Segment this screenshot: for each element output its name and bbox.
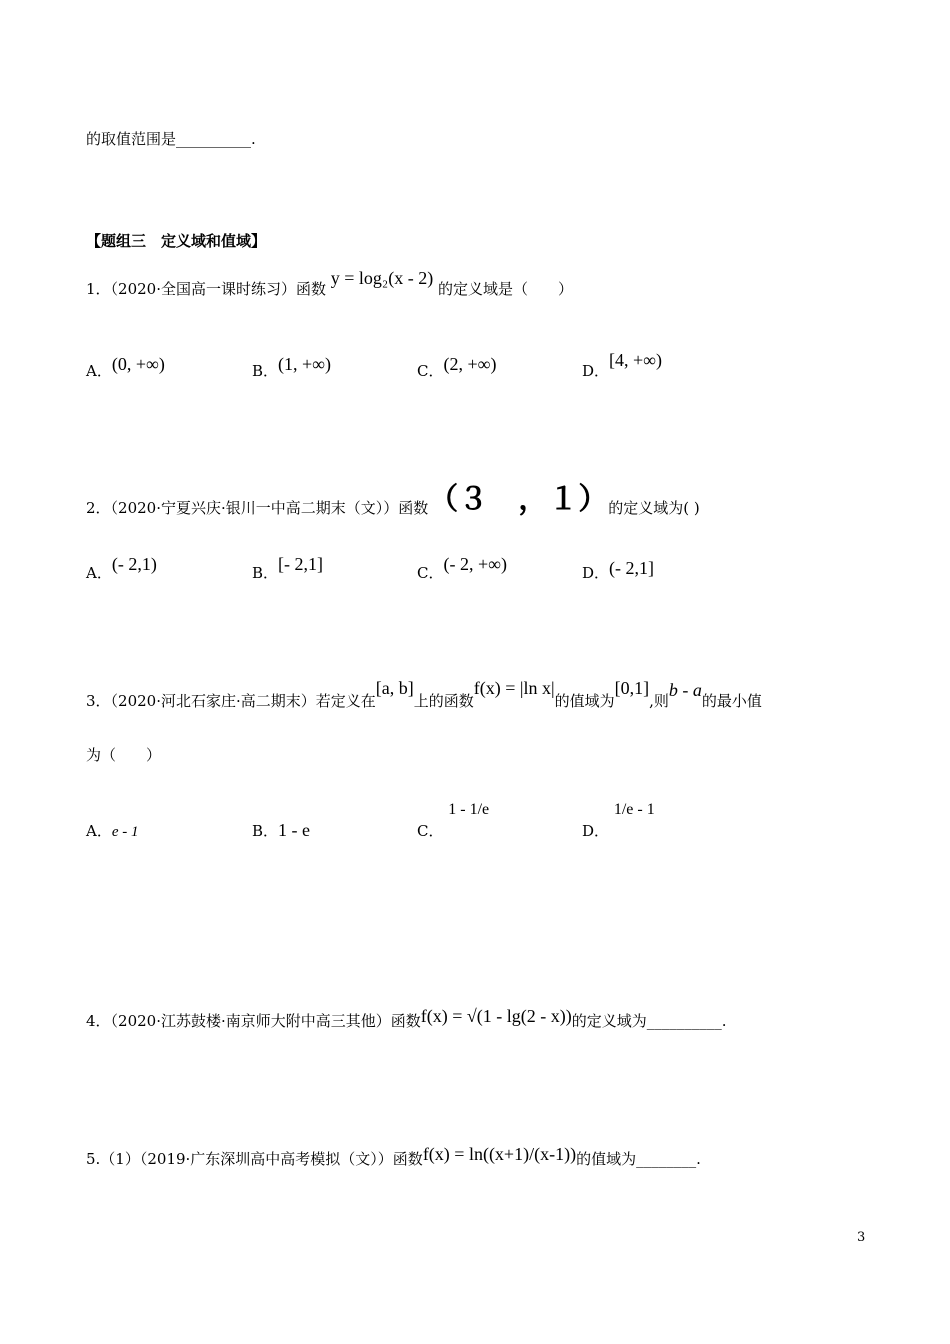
intro-text: 的取值范围是	[86, 130, 177, 148]
option-value: (1, +∞)	[278, 354, 332, 374]
q1-option-b[interactable]	[252, 354, 332, 381]
q5-end: .	[696, 1150, 701, 1168]
q3-mid3: ,则	[649, 692, 669, 710]
q3-number: 3．	[86, 692, 111, 710]
option-label: C．	[417, 362, 444, 380]
option-label: C．	[417, 564, 444, 582]
q3-range: [0,1]	[614, 678, 650, 698]
q4-suffix: 的定义域为	[571, 1012, 647, 1030]
q3-source: （2020·河北石家庄·高二期末）若定义在	[110, 692, 376, 710]
option-value: (- 2,1)	[111, 554, 157, 574]
option-value: [- 2,1]	[278, 554, 324, 574]
question-1	[86, 268, 573, 299]
q3-option-c[interactable]	[417, 798, 490, 840]
q4-blank: __________	[646, 1012, 722, 1030]
q4-end: .	[721, 1012, 727, 1030]
q2-option-d[interactable]	[582, 558, 655, 583]
q5-blank: ________	[636, 1150, 697, 1168]
q3-option-d[interactable]	[582, 798, 655, 840]
q3-option-b[interactable]	[252, 820, 310, 841]
q4-formula: f(x) = √(1 - lg(2 - x))	[420, 1006, 572, 1026]
q1-option-a[interactable]	[86, 354, 165, 381]
q2-formula: （３ ，１）	[428, 482, 609, 517]
option-label: B．	[252, 822, 279, 840]
page-number: 3	[857, 1230, 866, 1245]
q2-number: 2．	[86, 499, 111, 517]
q2-source: （2020·宁夏兴庆·银川一中高二期末（文））函数	[110, 499, 429, 517]
option-value: [4, +∞)	[609, 350, 663, 370]
q3-line2: 为（ ）	[86, 746, 162, 764]
option-label: D．	[582, 564, 610, 582]
option-label: D．	[582, 362, 610, 380]
q1-suffix: 的定义域是（ ）	[437, 280, 573, 298]
q4-source: （2020·江苏鼓楼·南京师大附中高三其他）函数	[110, 1012, 421, 1030]
intro-line	[86, 128, 256, 149]
q2-suffix: 的定义域为( )	[608, 499, 700, 517]
option-value: (- 2, +∞)	[443, 554, 507, 574]
q5-source: （2019·广东深圳高中高考模拟（文））函数	[139, 1150, 423, 1168]
q1-option-c[interactable]	[417, 354, 497, 381]
q2-option-b[interactable]	[252, 554, 324, 583]
q5-suffix: 的值域为	[576, 1150, 637, 1168]
option-label: B．	[252, 362, 279, 380]
option-value: e - 1	[111, 824, 139, 840]
q1-formula: y = log₂(x - 2)	[330, 268, 434, 288]
option-label: A．	[86, 822, 112, 840]
q3-suffix: 的最小值	[701, 692, 762, 710]
q3-formula: f(x) = |ln x|	[473, 678, 555, 698]
q3-mid2: 的值域为	[554, 692, 615, 710]
question-5	[86, 1144, 701, 1169]
q3-option-a[interactable]	[86, 820, 139, 841]
intro-end: .	[251, 130, 256, 148]
q1-option-d[interactable]	[582, 350, 663, 381]
q5-formula: f(x) = ln((x+1)/(x-1))	[422, 1144, 577, 1164]
option-value: 1/e - 1	[613, 801, 655, 818]
option-value: (- 2,1]	[609, 558, 655, 578]
option-value: 1 - e	[278, 820, 311, 840]
question-4	[86, 1006, 727, 1031]
option-value: (0, +∞)	[111, 354, 165, 374]
option-label: A．	[86, 564, 112, 582]
option-label: A．	[86, 362, 112, 380]
q3-diff: b - a	[668, 680, 702, 700]
option-value: (2, +∞)	[443, 354, 497, 374]
option-label: B．	[252, 564, 279, 582]
q1-source: （2020·全国高一课时练习）函数	[110, 280, 326, 298]
section-title: 【题组三 定义域和值域】	[86, 232, 267, 250]
q3-interval: [a, b]	[375, 678, 414, 698]
intro-blank: __________	[176, 130, 252, 148]
q5-number: 5.（1）	[86, 1150, 140, 1168]
option-label: D．	[582, 822, 610, 840]
q4-number: 4．	[86, 1012, 111, 1030]
question-3	[86, 678, 762, 711]
q2-option-a[interactable]	[86, 554, 157, 583]
option-label: C．	[417, 822, 444, 840]
question-2	[86, 478, 700, 522]
q1-number: 1．	[86, 280, 111, 298]
option-value: 1 - 1/e	[448, 801, 490, 818]
q3-mid1: 上的函数	[413, 692, 474, 710]
q2-option-c[interactable]	[417, 554, 507, 583]
